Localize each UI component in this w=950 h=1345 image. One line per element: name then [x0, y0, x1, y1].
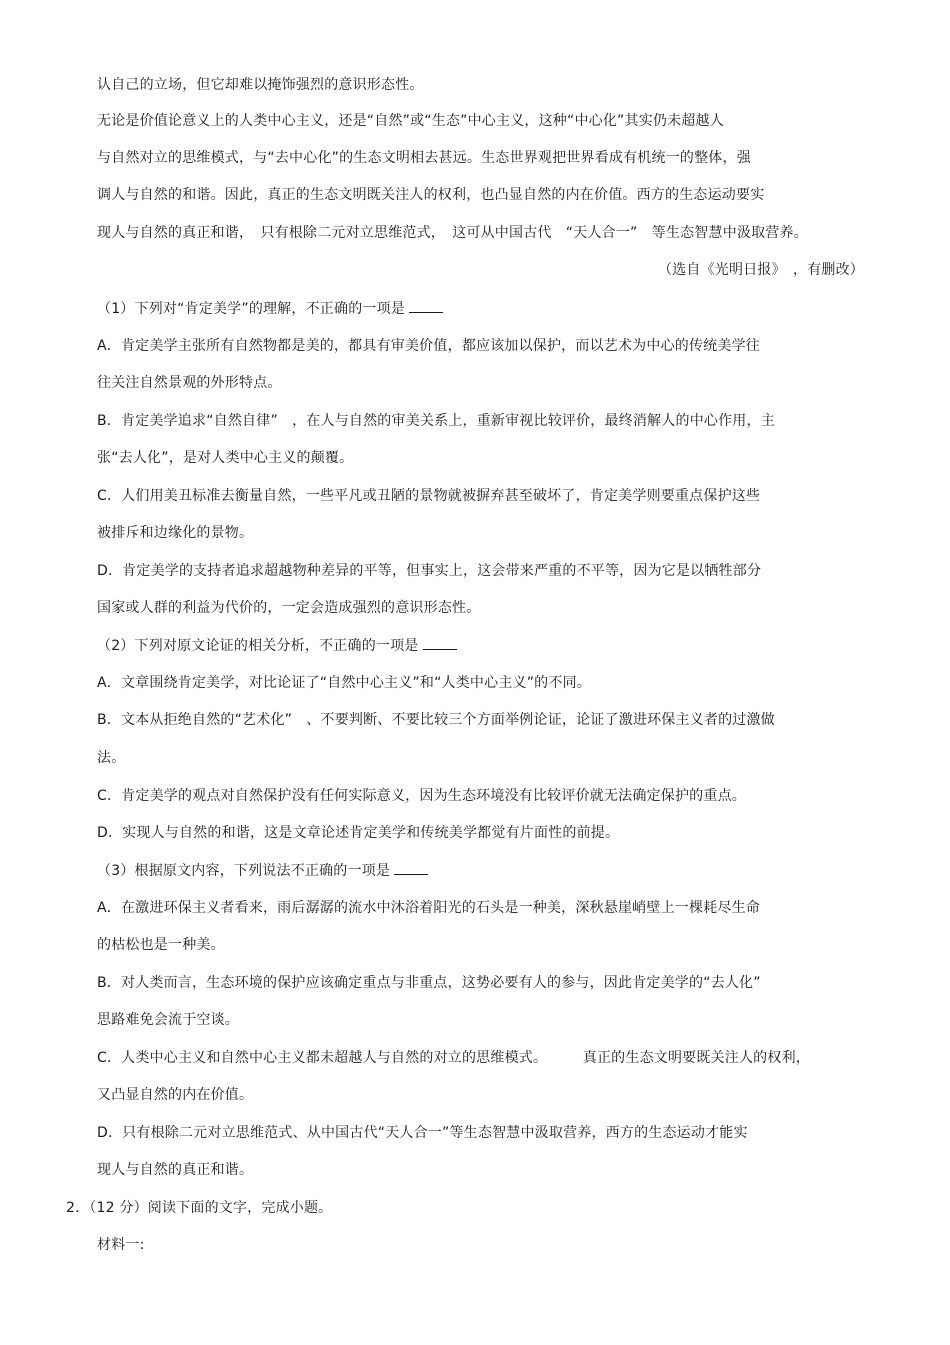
answer-blank — [423, 635, 457, 650]
question-3-stem — [97, 860, 428, 881]
question-1-stem — [97, 298, 443, 319]
section-2-heading: 2．（12 分）阅读下面的文字，完成小题。 — [66, 1200, 333, 1216]
q1-option-b: B．肯定美学追求“自然自律” ，在人与自然的审美关系上，重新审视比较评价，最终消解人的中心作用，主 — [97, 413, 775, 429]
q1-option-c: C．人们用美丑标准去衡量自然，一些平凡或丑陋的景物就被摒弃甚至破坏了，肯定美学则要重点保护这些 — [97, 488, 761, 504]
question-3-text: （3）根据原文内容，下列说法不正确的一项是 — [97, 863, 391, 879]
question-2-stem — [97, 635, 457, 656]
q2-option-a: A．文章围绕肯定美学，对比论证了“自然中心主义”和“人类中心主义”的不同。 — [97, 675, 591, 691]
source-citation: （选自《光明日报》 ，有删改） — [658, 262, 864, 278]
q2-option-c: C．肯定美学的观点对自然保护没有任何实际意义，因为生态环境没有比较评价就无法确定保护的重点。 — [97, 788, 746, 804]
answer-blank — [409, 298, 443, 313]
q3-option-c: C．人类中心主义和自然中心主义都未超越人与自然的对立的思维模式。 真正的生态文明要既关注人的权利， — [97, 1050, 810, 1066]
q1-option-a: A．肯定美学主张所有自然物都是美的，都具有审美价值，都应该加以保护，而以艺术为中心的传统美学往 — [97, 338, 760, 354]
q2-option-b: B．文本从拒绝自然的“艺术化” 、不要判断、不要比较三个方面举例论证，论证了激进环保主义者的过激做 — [97, 712, 775, 728]
q3-option-b: B．对人类而言，生态环境的保护应该确定重点与非重点，这势必要有人的参与，因此肯定美学的“去人化” — [97, 975, 761, 991]
q3-option-d: D．只有根除二元对立思维范式、从中国古代“天人合一”等生态智慧中汲取营养，西方的生态运动才能实 — [97, 1125, 748, 1141]
q3-option-a: A．在激进环保主义者看来，雨后潺潺的流水中沐浴着阳光的石头是一种美，深秋悬崖峭壁上一棵耗尽生命 — [97, 900, 760, 916]
q3-option-d-cont: 现人与自然的真正和谐。 — [97, 1162, 254, 1178]
passage-line-4: 调人与自然的和谐。因此，真正的生态文明既关注人的权利，也凸显自然的内在价值。西方的生态运动要实 — [97, 187, 765, 203]
q1-option-d-cont: 国家或人群的利益为代价的，一定会造成强烈的意识形态性。 — [97, 600, 481, 616]
q1-option-b-cont: 张“去人化”，是对人类中心主义的颠覆。 — [97, 450, 354, 466]
passage-line-5: 现人与自然的真正和谐， 只有根除二元对立思维范式， 这可从中国古代 “天人合一” 等生态智慧中汲取营养。 — [97, 225, 808, 241]
passage-line-1: 认自己的立场，但它却难以掩饰强烈的意识形态性。 — [97, 77, 424, 93]
q1-option-c-cont: 被排斥和边缘化的景物。 — [97, 525, 254, 541]
q3-option-c-cont: 又凸显自然的内在价值。 — [97, 1087, 254, 1103]
passage-line-3: 与自然对立的思维模式，与“去中心化”的生态文明相去甚远。生态世界观把世界看成有机统一的整体，强 — [97, 150, 751, 166]
q3-option-b-cont: 思路难免会流于空谈。 — [97, 1012, 239, 1028]
q2-option-b-cont: 法。 — [97, 750, 126, 766]
question-2-text: （2）下列对原文论证的相关分析，不正确的一项是 — [97, 638, 419, 654]
q2-option-d: D．实现人与自然的和谐，这是文章论述肯定美学和传统美学都觉有片面性的前提。 — [97, 825, 620, 841]
answer-blank — [394, 860, 428, 875]
q1-option-a-cont: 往关注自然景观的外形特点。 — [97, 375, 282, 391]
question-1-text: （1）下列对“肯定美学”的理解，不正确的一项是 — [97, 301, 406, 317]
material-label: 材料一: — [97, 1237, 145, 1253]
q3-option-a-cont: 的枯松也是一种美。 — [97, 937, 225, 953]
passage-line-2: 无论是价值论意义上的人类中心主义，还是“自然”或“生态”中心主义，这种“中心化”其实仍未超越人 — [97, 113, 724, 129]
q1-option-d: D．肯定美学的支持者追求超越物种差异的平等，但事实上，这会带来严重的不平等，因为它是以牺牲部分 — [97, 563, 762, 579]
